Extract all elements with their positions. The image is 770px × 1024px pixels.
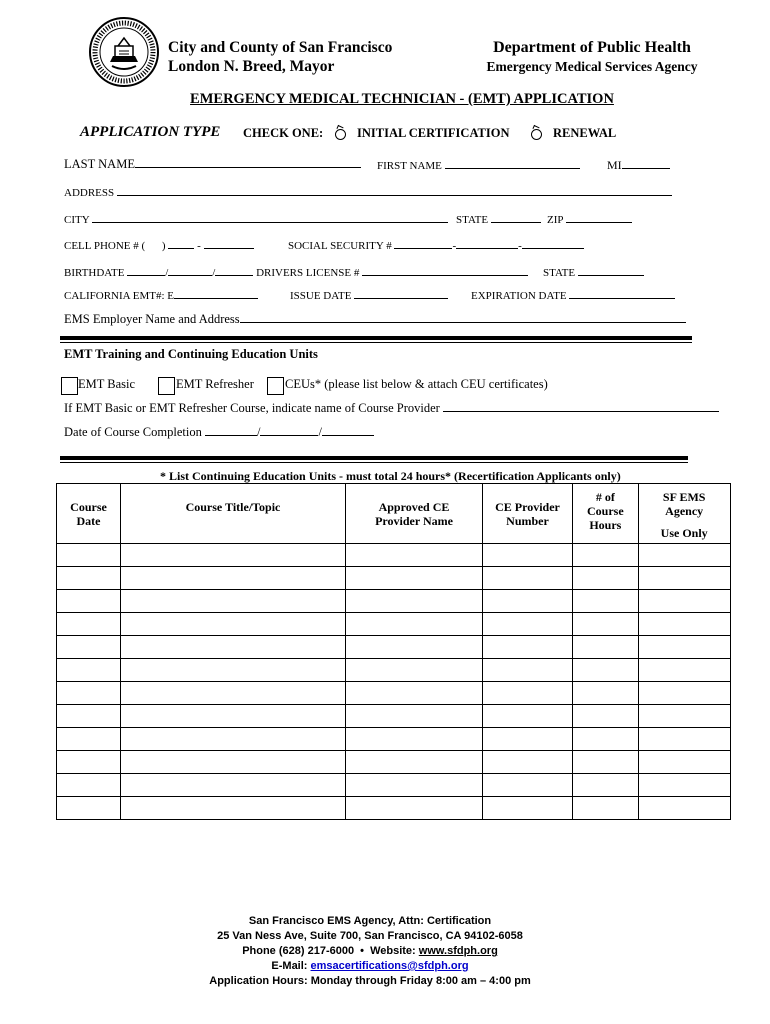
dl-state-label: STATE	[543, 267, 576, 279]
table-cell[interactable]	[121, 797, 346, 820]
table-cell[interactable]	[346, 774, 483, 797]
address-label: ADDRESS	[64, 187, 115, 199]
table-cell[interactable]	[57, 659, 121, 682]
phone-paren: )	[161, 240, 166, 252]
mayor-name: London N. Breed, Mayor	[168, 58, 335, 75]
emt-basic-label: EMT Basic	[78, 377, 136, 391]
bullet-icon: •	[360, 945, 364, 957]
table-cell[interactable]	[638, 613, 730, 636]
ceus-label: CEUs* (please list below & attach CEU certificates)	[285, 377, 548, 391]
table-row	[57, 659, 731, 682]
cell-phone-field[interactable]	[64, 238, 254, 252]
first-name-label: FIRST NAME	[377, 160, 442, 172]
table-cell[interactable]	[121, 567, 346, 590]
use-only-label: Use Only	[660, 526, 708, 540]
table-cell[interactable]	[121, 544, 346, 567]
table-row	[57, 636, 731, 659]
section-divider	[60, 336, 692, 343]
table-cell[interactable]	[573, 797, 639, 820]
table-cell[interactable]	[346, 705, 483, 728]
birthdate-sep-2: /	[212, 267, 216, 279]
table-cell[interactable]	[573, 613, 639, 636]
table-cell[interactable]	[573, 636, 639, 659]
table-cell[interactable]	[483, 774, 573, 797]
ssn-field[interactable]	[288, 238, 584, 252]
last-name-field[interactable]	[64, 157, 361, 172]
footer-hours: Application Hours: Monday through Friday 8:00 am – 4:00 pm	[209, 975, 531, 987]
city-name: City and County of San Francisco	[168, 39, 393, 56]
ceus-checkbox[interactable]	[267, 377, 284, 395]
table-cell[interactable]	[57, 544, 121, 567]
cell-phone-label: CELL PHONE # (	[64, 240, 146, 252]
table-row	[57, 728, 731, 751]
zip-field[interactable]	[547, 212, 632, 226]
table-row	[57, 544, 731, 567]
table-cell[interactable]	[121, 774, 346, 797]
state-label: STATE	[456, 214, 489, 226]
table-cell[interactable]	[346, 590, 483, 613]
table-cell[interactable]	[638, 659, 730, 682]
footer-phone: Phone (628) 217-6000	[242, 945, 355, 957]
issue-date-field[interactable]	[290, 288, 448, 302]
table-cell[interactable]	[57, 636, 121, 659]
table-cell[interactable]	[483, 659, 573, 682]
table-cell[interactable]	[573, 567, 639, 590]
table-cell[interactable]	[638, 751, 730, 774]
email-label: E-Mail:	[271, 960, 308, 972]
city-seal-logo	[88, 16, 160, 88]
header-left	[168, 38, 392, 76]
table-cell[interactable]	[346, 613, 483, 636]
table-cell[interactable]	[121, 613, 346, 636]
table-cell[interactable]	[638, 682, 730, 705]
table-cell[interactable]	[483, 682, 573, 705]
table-cell[interactable]	[573, 705, 639, 728]
table-cell[interactable]	[121, 659, 346, 682]
table-row	[57, 705, 731, 728]
last-name-label: LAST NAME	[64, 157, 135, 171]
agency-name: Emergency Medical Services Agency	[486, 59, 698, 74]
initial-certification-label: INITIAL CERTIFICATION	[357, 126, 510, 140]
table-cell[interactable]	[57, 590, 121, 613]
table-cell[interactable]	[573, 751, 639, 774]
ceu-table-header-row	[57, 484, 731, 544]
table-cell[interactable]	[638, 705, 730, 728]
header-course-title: Course Title/Topic	[121, 484, 346, 544]
email-link[interactable]: emsacertifications@sfdph.org	[310, 960, 469, 972]
table-cell[interactable]	[483, 567, 573, 590]
training-section-title: EMT Training and Continuing Education Units	[64, 347, 318, 361]
header-course-date: Course Date	[57, 484, 121, 544]
table-cell[interactable]	[346, 682, 483, 705]
table-cell[interactable]	[573, 682, 639, 705]
table-cell[interactable]	[638, 590, 730, 613]
birthdate-label: BIRTHDATE	[64, 267, 125, 279]
table-cell[interactable]	[483, 544, 573, 567]
table-cell[interactable]	[57, 613, 121, 636]
table-cell[interactable]	[121, 682, 346, 705]
employer-field[interactable]	[64, 311, 686, 327]
header-provider-name: Approved CE Provider Name	[346, 484, 483, 544]
ceu-table	[56, 483, 731, 820]
table-cell[interactable]	[346, 797, 483, 820]
table-cell[interactable]	[638, 728, 730, 751]
first-name-field[interactable]	[377, 158, 580, 172]
table-row	[57, 682, 731, 705]
ssn-dash-1: -	[452, 240, 457, 252]
emt-refresher-label: EMT Refresher	[176, 377, 254, 391]
course-provider-field[interactable]	[64, 400, 719, 416]
table-cell[interactable]	[57, 567, 121, 590]
phone-dash: -	[197, 240, 201, 252]
table-cell[interactable]	[573, 774, 639, 797]
renewal-radio[interactable]	[531, 129, 542, 140]
table-cell[interactable]	[57, 774, 121, 797]
footer	[0, 914, 740, 989]
table-cell[interactable]	[121, 728, 346, 751]
city-field[interactable]	[64, 212, 448, 226]
table-cell[interactable]	[573, 659, 639, 682]
ca-emt-label: CALIFORNIA EMT#: E	[64, 290, 174, 302]
zip-label: ZIP	[547, 214, 564, 226]
table-cell[interactable]	[638, 797, 730, 820]
table-cell[interactable]	[638, 774, 730, 797]
table-cell[interactable]	[483, 751, 573, 774]
city-label: CITY	[64, 214, 90, 226]
completion-sep-1: /	[256, 425, 261, 439]
table-cell[interactable]	[346, 567, 483, 590]
ceu-table-body	[57, 544, 731, 820]
check-one-label: CHECK ONE:	[243, 126, 324, 140]
table-cell[interactable]	[483, 590, 573, 613]
table-cell[interactable]	[346, 751, 483, 774]
completion-sep-2: /	[318, 425, 322, 439]
table-cell[interactable]	[483, 613, 573, 636]
ca-emt-field[interactable]	[64, 288, 258, 302]
table-cell[interactable]	[573, 544, 639, 567]
dl-state-field[interactable]	[543, 265, 644, 279]
table-row	[57, 751, 731, 774]
table-cell[interactable]	[346, 728, 483, 751]
table-row	[57, 774, 731, 797]
table-cell[interactable]	[346, 659, 483, 682]
completion-date-label: Date of Course Completion	[64, 425, 202, 439]
table-cell[interactable]	[121, 636, 346, 659]
expiration-date-label: EXPIRATION DATE	[471, 290, 567, 302]
table-cell[interactable]	[573, 728, 639, 751]
birthdate-sep-1: /	[165, 267, 169, 279]
header-right	[472, 38, 712, 76]
table-cell[interactable]	[346, 544, 483, 567]
website-label: Website:	[370, 945, 416, 957]
issue-date-label: ISSUE DATE	[290, 290, 352, 302]
mi-field[interactable]	[607, 158, 670, 173]
ssn-label: SOCIAL SECURITY #	[288, 240, 392, 252]
table-cell[interactable]	[57, 797, 121, 820]
table-row	[57, 567, 731, 590]
state-field[interactable]	[456, 212, 541, 226]
table-cell[interactable]	[573, 590, 639, 613]
website-link[interactable]: www.sfdph.org	[418, 945, 498, 957]
sf-ems-agency-label: SF EMS Agency	[662, 490, 706, 518]
footer-contact	[0, 944, 740, 959]
header-provider-number: CE Provider Number	[483, 484, 573, 544]
table-row	[57, 590, 731, 613]
table-cell[interactable]	[346, 636, 483, 659]
drivers-license-label: DRIVERS LICENSE #	[256, 267, 360, 279]
employer-label: EMS Employer Name and Address	[64, 312, 240, 326]
renewal-label: RENEWAL	[553, 126, 617, 140]
expiration-date-field[interactable]	[471, 288, 675, 302]
course-provider-label: If EMT Basic or EMT Refresher Course, indicate name of Course Provider	[64, 401, 440, 415]
department-name: Department of Public Health	[493, 39, 691, 56]
header-course-hours: # of Course Hours	[573, 484, 639, 544]
table-cell[interactable]	[57, 682, 121, 705]
table-cell[interactable]	[57, 728, 121, 751]
form-title: EMERGENCY MEDICAL TECHNICIAN - (EMT) APPLICATION	[190, 91, 614, 107]
table-cell[interactable]	[638, 636, 730, 659]
table-cell[interactable]	[57, 751, 121, 774]
footer-address: 25 Van Ness Ave, Suite 700, San Francisco, CA 94102-6058	[217, 930, 523, 942]
application-type-label: APPLICATION TYPE	[80, 124, 221, 140]
mi-label: MI	[607, 158, 622, 172]
table-cell[interactable]	[483, 728, 573, 751]
address-field[interactable]	[64, 185, 672, 199]
table-cell[interactable]	[483, 705, 573, 728]
table-cell[interactable]	[57, 705, 121, 728]
ceu-table-title: * List Continuing Education Units - must total 24 hours* (Recertification Applicants only)	[160, 469, 621, 483]
table-cell[interactable]	[121, 705, 346, 728]
table-row	[57, 613, 731, 636]
birthdate-field[interactable]	[64, 265, 528, 279]
table-divider	[60, 456, 688, 463]
table-cell[interactable]	[483, 636, 573, 659]
table-cell[interactable]	[638, 544, 730, 567]
table-row	[57, 797, 731, 820]
ssn-dash-2: -	[518, 240, 522, 252]
header-sf-ems	[638, 484, 730, 544]
emt-basic-checkbox[interactable]	[61, 377, 78, 395]
completion-date-field[interactable]	[64, 424, 374, 440]
footer-attn: San Francisco EMS Agency, Attn: Certification	[248, 915, 492, 927]
table-cell[interactable]	[121, 751, 346, 774]
table-cell[interactable]	[121, 590, 346, 613]
table-cell[interactable]	[483, 797, 573, 820]
table-cell[interactable]	[638, 567, 730, 590]
emt-refresher-checkbox[interactable]	[158, 377, 175, 395]
footer-email	[0, 959, 740, 974]
initial-certification-radio[interactable]	[335, 129, 346, 140]
